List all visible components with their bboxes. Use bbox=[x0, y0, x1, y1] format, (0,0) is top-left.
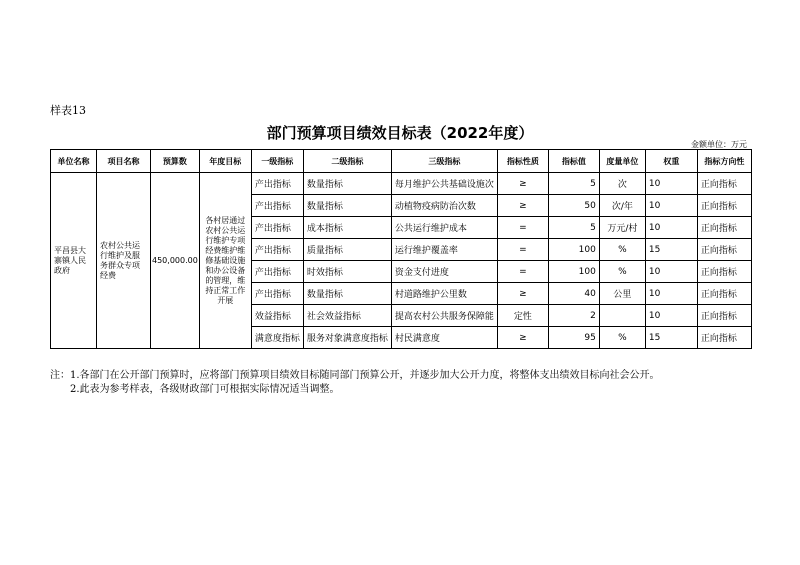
header-annual-goal: 年度目标 bbox=[199, 150, 251, 173]
table-row bbox=[51, 173, 752, 195]
level2-cell: 质量指标 bbox=[303, 239, 391, 261]
header-level3: 三级指标 bbox=[391, 150, 497, 173]
direction-cell: 正向指标 bbox=[697, 173, 751, 195]
level3-cell: 公共运行维护成本 bbox=[391, 217, 497, 239]
budget-cell: 450,000.00 bbox=[151, 173, 200, 349]
level3-cell: 每月维护公共基础设施次 bbox=[391, 173, 497, 195]
level2-cell: 数量指标 bbox=[303, 283, 391, 305]
measure-unit-cell: % bbox=[599, 327, 645, 349]
level1-cell: 产出指标 bbox=[251, 217, 303, 239]
level2-cell: 数量指标 bbox=[303, 173, 391, 195]
header-nature: 指标性质 bbox=[497, 150, 548, 173]
measure-unit-cell: 次 bbox=[599, 173, 645, 195]
measure-unit-cell: 次/年 bbox=[599, 195, 645, 217]
level1-cell: 效益指标 bbox=[251, 305, 303, 327]
direction-cell: 正向指标 bbox=[697, 283, 751, 305]
measure-unit-cell bbox=[599, 305, 645, 327]
value-cell: 5 bbox=[548, 173, 599, 195]
level2-cell: 时效指标 bbox=[303, 261, 391, 283]
value-cell: 50 bbox=[548, 195, 599, 217]
value-cell: 2 bbox=[548, 305, 599, 327]
level1-cell: 产出指标 bbox=[251, 195, 303, 217]
direction-cell: 正向指标 bbox=[697, 261, 751, 283]
note-1: 注：1.各部门在公开部门预算时，应将部门预算项目绩效目标随同部门预算公开，并逐步加大公开力度，将整体支出绩效目标向社会公开。 bbox=[50, 370, 660, 381]
weight-cell: 15 bbox=[645, 327, 697, 349]
weight-cell: 10 bbox=[645, 195, 697, 217]
direction-cell: 正向指标 bbox=[697, 217, 751, 239]
level2-cell: 服务对象满意度指标 bbox=[303, 327, 391, 349]
nature-cell: = bbox=[497, 217, 548, 239]
nature-cell: ≥ bbox=[497, 195, 548, 217]
measure-unit-cell: 公里 bbox=[599, 283, 645, 305]
level1-cell: 满意度指标 bbox=[251, 327, 303, 349]
nature-cell: ≥ bbox=[497, 283, 548, 305]
unit-label: 金额单位：万元 bbox=[691, 140, 747, 149]
value-cell: 100 bbox=[548, 261, 599, 283]
direction-cell: 正向指标 bbox=[697, 239, 751, 261]
annual-goal-cell: 各村居通过农村公共运行维护专项经费维护维修基础设施和办公设备的管理，维持正常工作开展 bbox=[199, 173, 251, 349]
level3-cell: 村道路维护公里数 bbox=[391, 283, 497, 305]
header-level2: 二级指标 bbox=[303, 150, 391, 173]
level2-cell: 社会效益指标 bbox=[303, 305, 391, 327]
measure-unit-cell: % bbox=[599, 239, 645, 261]
nature-cell: ≥ bbox=[497, 173, 548, 195]
level3-cell: 提高农村公共服务保障能 bbox=[391, 305, 497, 327]
level1-cell: 产出指标 bbox=[251, 239, 303, 261]
value-cell: 5 bbox=[548, 217, 599, 239]
weight-cell: 10 bbox=[645, 173, 697, 195]
level2-cell: 数量指标 bbox=[303, 195, 391, 217]
notes bbox=[50, 369, 660, 397]
level3-cell: 运行维护覆盖率 bbox=[391, 239, 497, 261]
direction-cell: 正向指标 bbox=[697, 195, 751, 217]
header-unit-name: 单位名称 bbox=[51, 150, 97, 173]
value-cell: 95 bbox=[548, 327, 599, 349]
level2-cell: 成本指标 bbox=[303, 217, 391, 239]
level3-cell: 村民满意度 bbox=[391, 327, 497, 349]
unit-name-cell: 平昌县大寨镇人民政府 bbox=[51, 173, 97, 349]
nature-cell: ≥ bbox=[497, 327, 548, 349]
header-weight: 权重 bbox=[645, 150, 697, 173]
value-cell: 40 bbox=[548, 283, 599, 305]
header-project-name: 项目名称 bbox=[97, 150, 151, 173]
header-value: 指标值 bbox=[548, 150, 599, 173]
performance-table bbox=[50, 149, 752, 349]
weight-cell: 15 bbox=[645, 239, 697, 261]
measure-unit-cell: 万元/村 bbox=[599, 217, 645, 239]
project-name-cell: 农村公共运行维护及服务群众专项经费 bbox=[97, 173, 151, 349]
header-level1: 一级指标 bbox=[251, 150, 303, 173]
sample-label: 样表13 bbox=[50, 104, 86, 117]
direction-cell: 正向指标 bbox=[697, 305, 751, 327]
header-direction: 指标方向性 bbox=[697, 150, 751, 173]
nature-cell: = bbox=[497, 261, 548, 283]
direction-cell: 正向指标 bbox=[697, 327, 751, 349]
nature-cell: 定性 bbox=[497, 305, 548, 327]
measure-unit-cell: % bbox=[599, 261, 645, 283]
level1-cell: 产出指标 bbox=[251, 283, 303, 305]
header-budget: 预算数 bbox=[151, 150, 200, 173]
level3-cell: 资金支付进度 bbox=[391, 261, 497, 283]
value-cell: 100 bbox=[548, 239, 599, 261]
header-measure-unit: 度量单位 bbox=[599, 150, 645, 173]
weight-cell: 10 bbox=[645, 261, 697, 283]
level3-cell: 动植物疫病防治次数 bbox=[391, 195, 497, 217]
weight-cell: 10 bbox=[645, 217, 697, 239]
table-header-row bbox=[51, 150, 752, 173]
weight-cell: 10 bbox=[645, 305, 697, 327]
level1-cell: 产出指标 bbox=[251, 173, 303, 195]
page-title: 部门预算项目绩效目标表（2022年度） bbox=[266, 124, 534, 142]
weight-cell: 10 bbox=[645, 283, 697, 305]
level1-cell: 产出指标 bbox=[251, 261, 303, 283]
note-2: 2.此表为参考样表，各级财政部门可根据实际情况适当调整。 bbox=[50, 384, 340, 395]
nature-cell: = bbox=[497, 239, 548, 261]
